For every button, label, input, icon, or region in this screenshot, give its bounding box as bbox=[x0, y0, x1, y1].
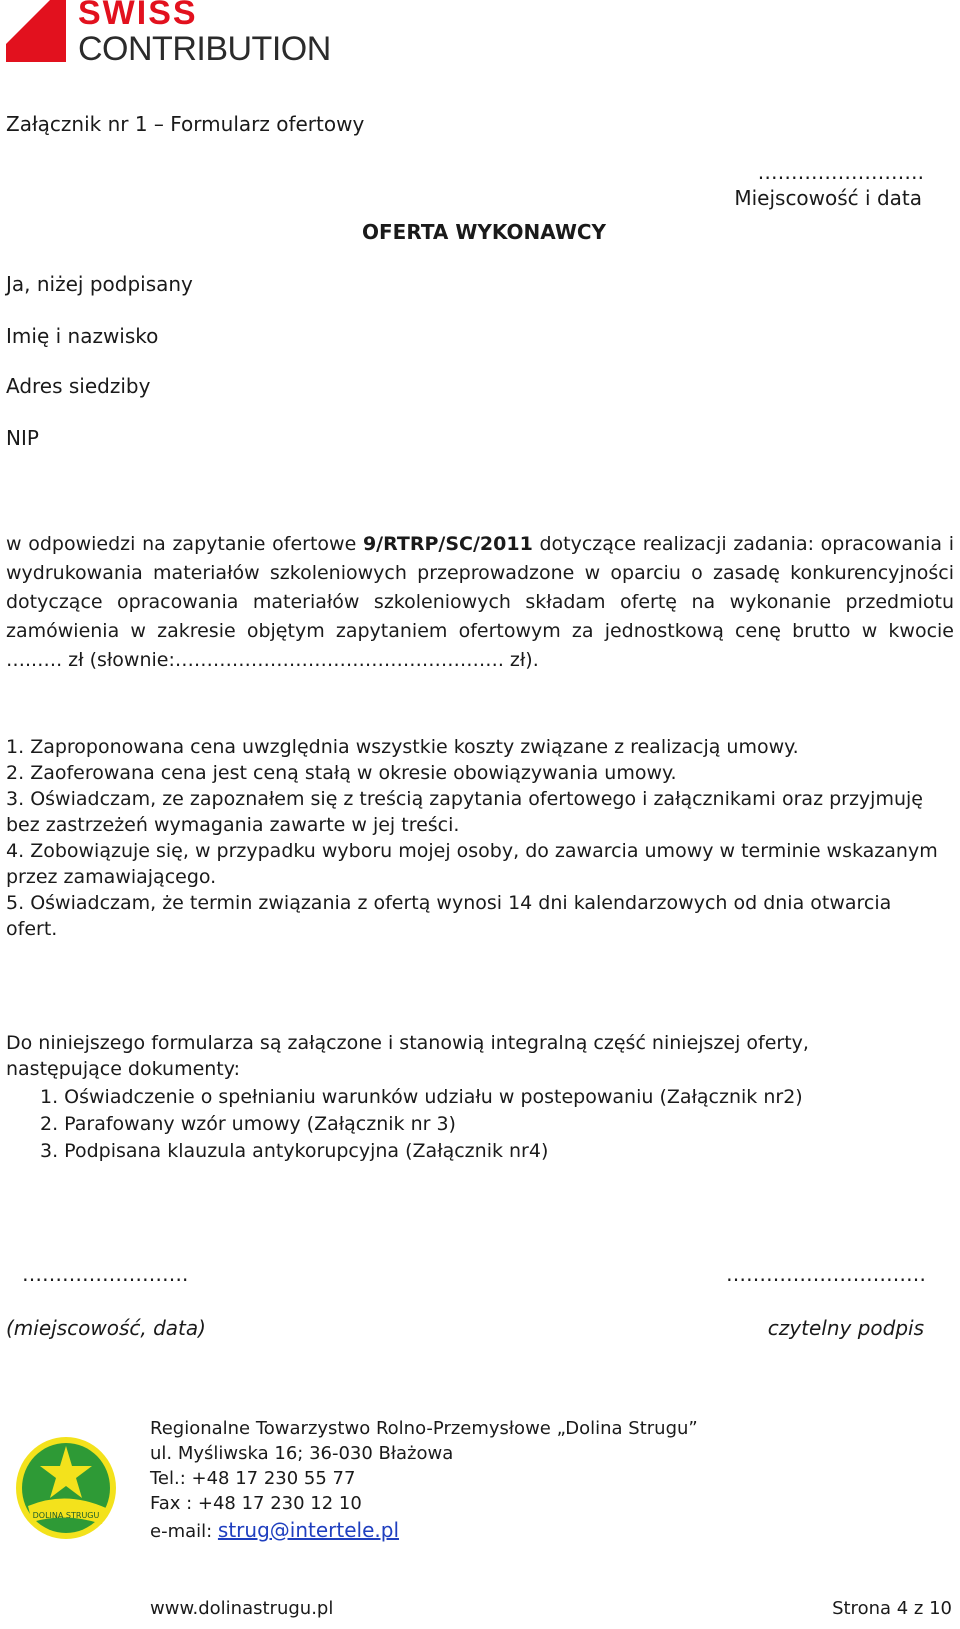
place-date-dots: ……………………. bbox=[757, 160, 924, 184]
query-reference: 9/RTRP/SC/2011 bbox=[362, 533, 533, 555]
signature-place-label: (miejscowość, data) bbox=[6, 1316, 206, 1340]
name-field-label: Imię i nazwisko bbox=[6, 324, 159, 348]
footer-email-row bbox=[150, 1518, 399, 1542]
attachment-item: 1. Oświadczenie o spełnianiu warunków udziału w postepowaniu (Załącznik nr2) bbox=[40, 1086, 803, 1108]
attachment-item: 3. Podpisana klauzula antykorupcyjna (Załącznik nr4) bbox=[40, 1140, 549, 1162]
logo-caption: DOLINA STRUGU bbox=[32, 1511, 100, 1520]
statement-item: 3. Oświadczam, ze zapoznałem się z treścią zapytania ofertowego i załącznikami oraz przyjmuję bez zastrzeżeń wymagania zawarte w jej treści. bbox=[6, 788, 923, 836]
footer-fax: Fax : +48 17 230 12 10 bbox=[150, 1493, 362, 1514]
footer-email-link[interactable]: strug@intertele.pl bbox=[217, 1518, 399, 1542]
offer-intro-paragraph bbox=[6, 530, 954, 675]
footer-email-label: e-mail: bbox=[150, 1521, 218, 1542]
footer-tel: Tel.: +48 17 230 55 77 bbox=[150, 1468, 356, 1489]
footer-page-number: Strona 4 z 10 bbox=[832, 1598, 952, 1619]
statement-item: 2. Zaoferowana cena jest ceną stałą w okresie obowiązywania umowy. bbox=[6, 762, 677, 784]
signature-name-dots: ………………………… bbox=[726, 1262, 926, 1286]
attachments-intro: Do niniejszego formularza są załączone i stanowią integralną część niniejszej oferty, następujące dokumenty: bbox=[6, 1032, 809, 1080]
intro-part2: dotyczące realizacji zadania: opracowania i wydrukowania materiałów szkoleniowych przeprowadzone w oparciu o zasadę konkurencyjności dotyczące opracowania materiałów szkoleniowych składam ofertę na wykonanie przedmiotu zamówienia w zakresie objętym zapytaniem ofertowym za jednostkową cenę brutto w kwocie …..…. zł (słownie:……………………………………………. zł). bbox=[6, 533, 954, 671]
swiss-flag-icon bbox=[6, 0, 66, 62]
attachment-item: 2. Parafowany wzór umowy (Załącznik nr 3) bbox=[40, 1113, 456, 1135]
offer-title: OFERTA WYKONAWCY bbox=[362, 220, 607, 244]
nip-field-label: NIP bbox=[6, 426, 39, 450]
footer-org: Regionalne Towarzystwo Rolno-Przemysłowe „Dolina Strugu” bbox=[150, 1418, 698, 1439]
signature-place-dots: ……………………. bbox=[22, 1262, 189, 1286]
signed-label: Ja, niżej podpisany bbox=[6, 272, 193, 296]
dolina-strugu-logo-icon bbox=[14, 1432, 118, 1540]
intro-part1: w odpowiedzi na zapytanie ofertowe bbox=[6, 533, 363, 555]
attachment-title: Załącznik nr 1 – Formularz ofertowy bbox=[6, 112, 365, 136]
signature-name-label: czytelny podpis bbox=[767, 1316, 924, 1340]
place-date-label: Miejscowość i data bbox=[734, 186, 922, 210]
statement-item: 5. Oświadczam, że termin związania z ofertą wynosi 14 dni kalendarzowych od dnia otwarcia ofert. bbox=[6, 892, 892, 940]
statement-item: 1. Zaproponowana cena uwzględnia wszystkie koszty związane z realizacją umowy. bbox=[6, 736, 799, 758]
footer-website: www.dolinastrugu.pl bbox=[150, 1598, 334, 1619]
attachments-list bbox=[40, 1084, 803, 1165]
address-field-label: Adres siedziby bbox=[6, 374, 151, 398]
statement-item: 4. Zobowiązuje się, w przypadku wyboru mojej osoby, do zawarcia umowy w terminie wskazanym przez zamawiającego. bbox=[6, 840, 938, 888]
logo-contribution-text: CONTRIBUTION bbox=[78, 30, 331, 68]
logo-swiss-text: SWISS bbox=[78, 0, 198, 32]
statements-list bbox=[6, 734, 946, 942]
footer-address: ul. Myśliwska 16; 36-030 Błażowa bbox=[150, 1443, 454, 1464]
